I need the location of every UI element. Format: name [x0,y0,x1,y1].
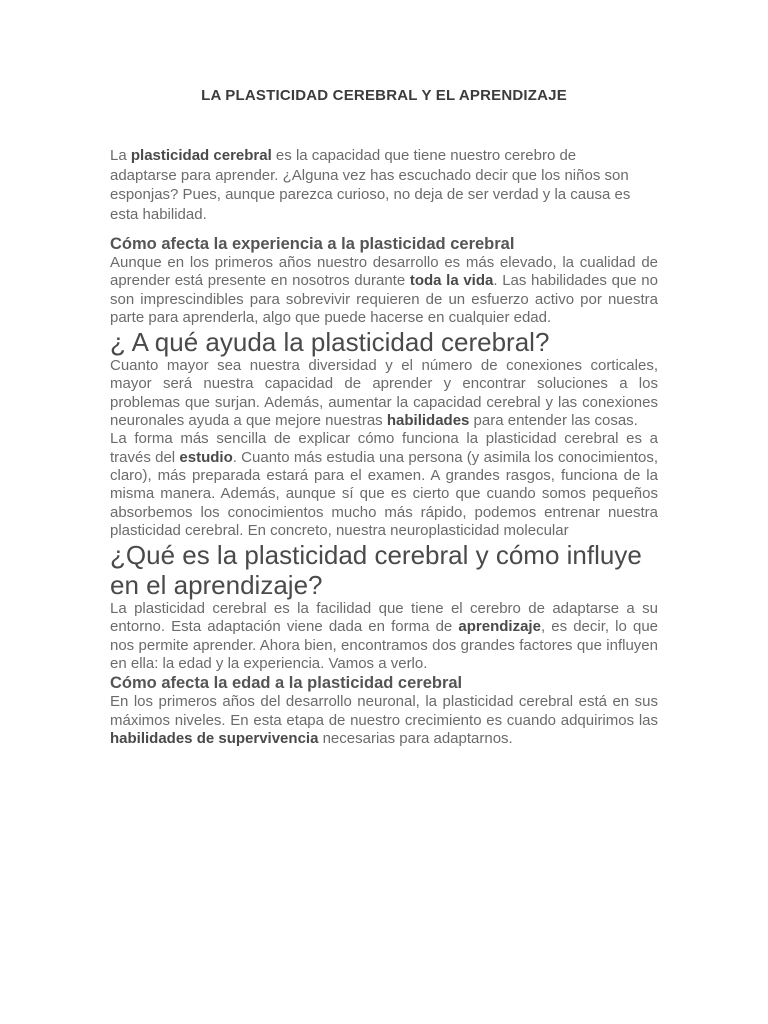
intro-text-prefix: La [110,147,131,164]
paragraph-bold-term: habilidades de supervivencia [110,729,319,747]
paragraph-text: , es decir, lo que nos permite aprender. Ahora bien, encontramos dos grandes factores que influyen en ella: la edad y la experiencia. Vamos a verlo. [110,618,659,673]
section-age-paragraph [110,693,658,748]
section-what-is-paragraph [110,600,658,673]
section-helps-paragraph-2 [110,430,658,540]
section-experience-heading: Cómo afecta la experiencia a la plasticidad cerebral [110,235,515,253]
paragraph-text: Cuanto mayor sea nuestra diversidad y el número de conexiones corticales, mayor será nuestra capacidad de aprender y encontrar soluciones a los problemas que surjan. Además, aumentar la capacidad cerebral y las conexiones neuronales ayuda a que mejore nuestras [110,357,658,430]
paragraph-text: La plasticidad cerebral es la facilidad que tiene el cerebro de adaptarse a su entorno. Esta adaptación viene dada en forma de [110,600,658,636]
section-experience-paragraph [110,254,658,327]
paragraph-bold-term: estudio [179,448,233,466]
paragraph-text: . Las habilidades que no son imprescindibles para sobrevivir requieren de un esfuerzo activo por nuestra parte para aprenderla, algo que puede hacerse en cualquier edad. [110,272,658,326]
document-title: LA PLASTICIDAD CEREBRAL Y EL APRENDIZAJE [201,87,567,104]
section-helps-paragraph-1 [110,357,658,430]
paragraph-text: . Cuanto más estudia una persona (y asimila los conocimientos, claro), más preparada estará para el examen. A grandes rasgos, funciona de la misma manera. Además, aunque sí que es cierto que cuando somos pequeños absorbemos los conocimientos mucho más rápido, podemos entrenar nuestra plasticidad cerebral. En concreto, nuestra neuroplasticidad molecular [110,448,658,539]
intro-paragraph [110,146,640,224]
intro-bold-term: plasticidad cerebral [130,147,272,164]
section-age-heading: Cómo afecta la edad a la plasticidad cerebral [110,674,463,693]
intro-text-suffix: es la capacidad que tiene nuestro cerebro de adaptarse para aprender. ¿Alguna vez has escuchado decir que los niños son esponjas? Pues, aunque parezca curioso, no deja de ser verdad y la causa es esta habilidad. [110,147,631,223]
paragraph-text: Aunque en los primeros años nuestro desarrollo es más elevado, la cualidad de aprender está presente en nosotros durante [110,254,658,290]
paragraph-text: para entender las cosas. [469,412,638,430]
document-body [110,234,658,748]
paragraph-text: necesarias para adaptarnos. [318,729,513,747]
section-helps-heading: ¿ A qué ayuda la plasticidad cerebral? [110,327,550,358]
section-what-is-heading: ¿Qué es la plasticidad cerebral y cómo influye en el aprendizaje? [110,540,642,601]
paragraph-bold-term: aprendizaje [458,618,541,636]
paragraph-bold-term: habilidades [386,412,470,430]
paragraph-text: La forma más sencilla de explicar cómo funciona la plasticidad cerebral es a través del [110,430,658,466]
paragraph-text: En los primeros años del desarrollo neuronal, la plasticidad cerebral está en sus máximos niveles. En esta etapa de nuestro crecimiento es cuando adquirimos las [110,693,658,729]
paragraph-bold-term: toda la vida [409,272,494,290]
